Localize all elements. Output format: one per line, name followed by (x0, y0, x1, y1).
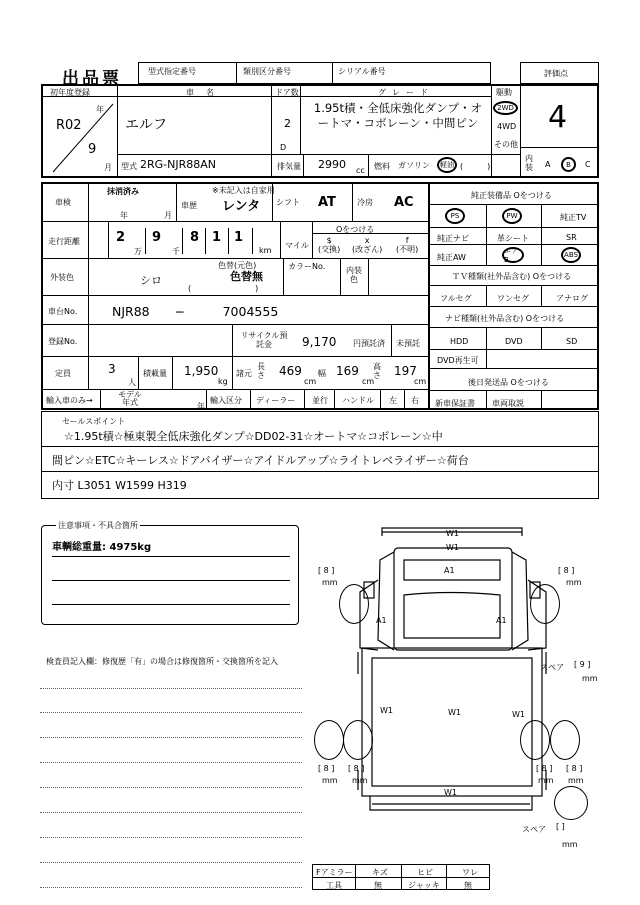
mileage-digit-2: 9 (152, 230, 162, 245)
tire-rr2-unit: mm (568, 776, 584, 785)
tire-rl2-depth: [ 8 ] (348, 764, 365, 773)
legend-header-2: キズ (372, 868, 388, 877)
w1-front-bottom: W1 (446, 543, 459, 552)
inspection-year: 年 (120, 211, 128, 220)
import-label: 輸入車のみ→ (46, 396, 93, 405)
after-warranty: 新車保証書 (435, 399, 475, 408)
mileage-digit-1: 2 (116, 230, 126, 245)
chassis-label: 車台No. (48, 307, 78, 316)
mileage-digit-3: 8 (190, 230, 200, 245)
ac-value: AC (394, 195, 414, 210)
recycle-value: 9,170 (302, 335, 337, 349)
sales-line-2: 間ピン☆ETC☆キーレス☆ドアバイザー☆アイドルアップ☆ライトレベライザー☆荷台 (52, 454, 469, 467)
capacity-label: 定員 (55, 369, 71, 378)
drive-2wd: 2WD (493, 101, 518, 115)
chassis-value: NJR88 − 7004555 (112, 304, 279, 319)
rating-value: 4 (548, 100, 568, 135)
w1-tailgate: W1 (444, 788, 457, 797)
load-value: 1,950 (184, 364, 219, 378)
equip-leather: 革シート (497, 234, 529, 243)
import-dealer: ディーラー (256, 396, 296, 405)
tire-rl1-value: 8 (323, 764, 329, 773)
vehicle-name: エルフ (125, 117, 167, 133)
equip-ps: PS (445, 208, 465, 224)
interior-c: C (585, 160, 591, 169)
tire-rl1-depth: [ 8 ] (318, 764, 335, 773)
import-parallel: 並行 (312, 396, 328, 405)
drive-label: 駆動 (496, 88, 512, 97)
mileage-digit-4: 1 (212, 230, 222, 245)
tire-fl-depth: [ 8 ] (318, 566, 335, 575)
height-value: 197 (394, 364, 417, 378)
spare-unit-2: mm (562, 840, 578, 849)
tire-rl2-value: 8 (353, 764, 359, 773)
serial-label: シリアル番号 (338, 67, 386, 76)
tire-rr2-value: 8 (571, 764, 577, 773)
legend-header-4: ワレ (462, 868, 478, 877)
sales-line-3: 内寸 L3051 W1599 H319 (52, 479, 187, 492)
spare-tire (554, 786, 588, 820)
inspection-month: 月 (164, 211, 172, 220)
capacity-value: 3 (108, 362, 116, 376)
load-label: 積載量 (143, 369, 167, 378)
inspector-label: 検査員記入欄：修復歴「有」の場合は修復箇所・交換箇所を記入 (46, 657, 278, 666)
handle-right: 右 (411, 396, 419, 405)
tv-oneseg: ワンセグ (497, 294, 529, 303)
regno-label: 登録No. (48, 337, 78, 346)
tire-rear-left-outer (314, 720, 344, 760)
w1-bed-center: W1 (448, 708, 461, 717)
odometer-circle-note: Oをつける (336, 225, 375, 234)
odometer-exchanged: $ (交換) (318, 236, 341, 254)
tire-fl-unit: mm (322, 578, 338, 587)
tire-rr1-unit: mm (538, 776, 554, 785)
navi-sd: SD (566, 337, 578, 346)
odometer-unknown: f (不明) (396, 236, 419, 254)
spare-value-1: 9 (579, 660, 585, 669)
gross-weight: 車輌総重量: 4975kg (52, 542, 152, 553)
import-type-label: 輸入区分 (210, 396, 242, 405)
year-label: 年 (96, 105, 104, 114)
tire-fr-depth: [ 8 ] (558, 566, 575, 575)
tire-fr-unit: mm (566, 578, 582, 587)
after-title: 後日発送品 Oをつける (468, 378, 549, 387)
month-label: 月 (104, 163, 112, 172)
history-note: ※未記入は自家用 (212, 186, 275, 195)
drive-other: その他 (494, 140, 518, 149)
spare-depth-1: [ 9 ] (574, 660, 591, 669)
first-reg-era: R02 (56, 118, 82, 133)
recycle-not: 未預託 (396, 339, 420, 348)
cc-unit: cc (356, 166, 365, 175)
inspection-value: 抹消済み (107, 187, 139, 196)
equip-pw: PW (502, 208, 522, 224)
doors-value: 2 (284, 117, 291, 130)
w1-front-top: W1 (446, 529, 459, 538)
colorno-label: カラーNo. (288, 262, 326, 271)
equip-aw: 純正AW (437, 253, 466, 262)
tire-rl2-unit: mm (352, 776, 368, 785)
navi-dvd: DVD (505, 337, 523, 346)
inspection-label: 車検 (55, 198, 71, 207)
history-label: 車歴 (181, 201, 197, 210)
height-label: 高さ (373, 362, 381, 380)
a1-cab-top: A1 (444, 566, 455, 575)
interior-color-label: 内装色 (346, 266, 362, 284)
grade-value: 1.95t積・全低床強化ダンプ・オートマ・コボレーン・中間ピン (313, 101, 483, 130)
navi-hdd: HDD (450, 337, 469, 346)
interior-b: B (561, 157, 576, 172)
tv-fullseg: フルセグ (440, 294, 472, 303)
displacement-value: 2990 (318, 158, 346, 171)
interior-a: A (545, 160, 551, 169)
sales-line-1: ☆1.95t積☆極東製全低床強化ダンプ☆DD02-31☆オートマ☆コボレーン☆中 (64, 430, 443, 443)
tire-rear-right-outer (550, 720, 580, 760)
tire-rear-right-inner (520, 720, 550, 760)
interior-label: 内装 (525, 154, 533, 172)
category-label: 類別区分番号 (243, 67, 291, 76)
recycle-label: リサイクル預託金 (240, 331, 288, 349)
model-cert-label: 型式指定番号 (148, 67, 196, 76)
load-unit: kg (218, 377, 228, 386)
color-label: 外装色 (50, 273, 74, 282)
tire-front-right (530, 584, 560, 624)
fuel-diesel: 軽油 (437, 157, 457, 173)
rating-label: 評価点 (544, 69, 568, 78)
spare-label-2: スペア (522, 825, 546, 834)
legend-value-1: 工具 (326, 881, 342, 890)
repaint-value: 色替無 (230, 270, 263, 283)
shift-value: AT (318, 195, 336, 210)
width-unit: cm (362, 377, 375, 386)
first-reg-month: 9 (88, 142, 97, 157)
length-unit: cm (304, 377, 317, 386)
notes-label: 注意事項・不具合箇所 (58, 521, 138, 530)
length-label: 長さ (257, 362, 265, 380)
tire-rr1-depth: [ 8 ] (536, 764, 553, 773)
equip-sr: SR (566, 233, 577, 242)
mileage-label: 走行距離 (48, 237, 80, 246)
a1-door-left: A1 (376, 616, 387, 625)
mileage-sen: 千 (172, 247, 180, 256)
mileage-digit-5: 1 (234, 230, 244, 245)
doors-label: ドア数 (275, 88, 299, 97)
tire-rr2-depth: [ 8 ] (566, 764, 583, 773)
legend-header-3: ヒビ (417, 868, 433, 877)
name-label: 車名 (186, 88, 226, 97)
repaint-label: 色替(元色) (218, 261, 257, 270)
navi-type-title: ナビ種類(社外品含む) Oをつける (445, 314, 565, 323)
legend-header-1: Fアミラー (316, 868, 353, 877)
doors-unit: D (280, 143, 287, 152)
legend-value-4: 無 (464, 881, 472, 890)
displacement-label: 排気量 (277, 162, 301, 171)
dims-label: 諸元 (236, 369, 252, 378)
spare-unit-1: mm (582, 674, 598, 683)
legend-value-2: 無 (374, 881, 382, 890)
mile-label: マイル (285, 241, 309, 250)
page-title: 出品票 (62, 69, 122, 89)
tire-fr-value: 8 (563, 566, 569, 575)
tire-fl-value: 8 (323, 566, 329, 575)
mileage-km: km (259, 246, 272, 255)
odometer-tampered: x (改ざん) (352, 236, 383, 254)
equipment-title: 純正装備品 Oをつける (471, 191, 552, 200)
fuel-paren: ( ) (460, 162, 491, 171)
width-value: 169 (336, 364, 359, 378)
recycle-unit: 円預託済 (353, 339, 385, 348)
tire-rr1-value: 8 (541, 764, 547, 773)
first-reg-label: 初年度登録 (50, 88, 90, 97)
ac-label: 冷房 (357, 198, 373, 207)
handle-left: 左 (389, 396, 397, 405)
equip-navi: 純正ナビ (437, 234, 469, 243)
equip-abs: ABS (561, 247, 581, 263)
tire-front-left (339, 584, 369, 624)
spare-depth-2: [ ] (556, 822, 565, 831)
length-value: 469 (279, 364, 302, 378)
tv-type-title: ＴＶ種類(社外品含む) Oをつける (452, 272, 572, 281)
spare-label-1: スペア (540, 663, 564, 672)
width-label: 幅 (318, 369, 326, 378)
sales-point-label: セールスポイント (62, 417, 126, 426)
modelyear-label: モデル年式 (118, 390, 142, 407)
legend-value-3: ジャッキ (408, 881, 440, 890)
equip-aircon: エアB (502, 247, 524, 263)
after-manual: 車両取説 (492, 399, 524, 408)
tire-rl1-unit: mm (322, 776, 338, 785)
fuel-label: 燃料 (374, 162, 390, 171)
modelyear-unit: 年 (197, 402, 205, 411)
color-value: シロ (140, 274, 162, 287)
capacity-unit: 人 (128, 378, 136, 387)
a1-door-right: A1 (496, 616, 507, 625)
height-unit: cm (414, 377, 427, 386)
dvd-player: DVD再生可 (437, 356, 479, 365)
grade-label: グレード (378, 88, 434, 97)
repaint-paren: ( ) (188, 284, 259, 293)
drive-4wd: 4WD (497, 122, 517, 131)
fuel-gas: ガソリン (398, 161, 430, 170)
model-value: 2RG-NJR88AN (140, 158, 217, 171)
handle-label: ハンドル (342, 396, 374, 405)
w1-bed-left: W1 (380, 706, 393, 715)
w1-bed-right: W1 (512, 710, 525, 719)
shift-label: シフト (276, 198, 300, 207)
equip-tv: 純正TV (560, 213, 587, 222)
mileage-man: 万 (134, 247, 142, 256)
model-label: 型式 (121, 162, 137, 171)
history-value: レンタ (222, 199, 261, 214)
tire-rear-left-inner (343, 720, 373, 760)
tv-analog: アナログ (556, 294, 588, 303)
